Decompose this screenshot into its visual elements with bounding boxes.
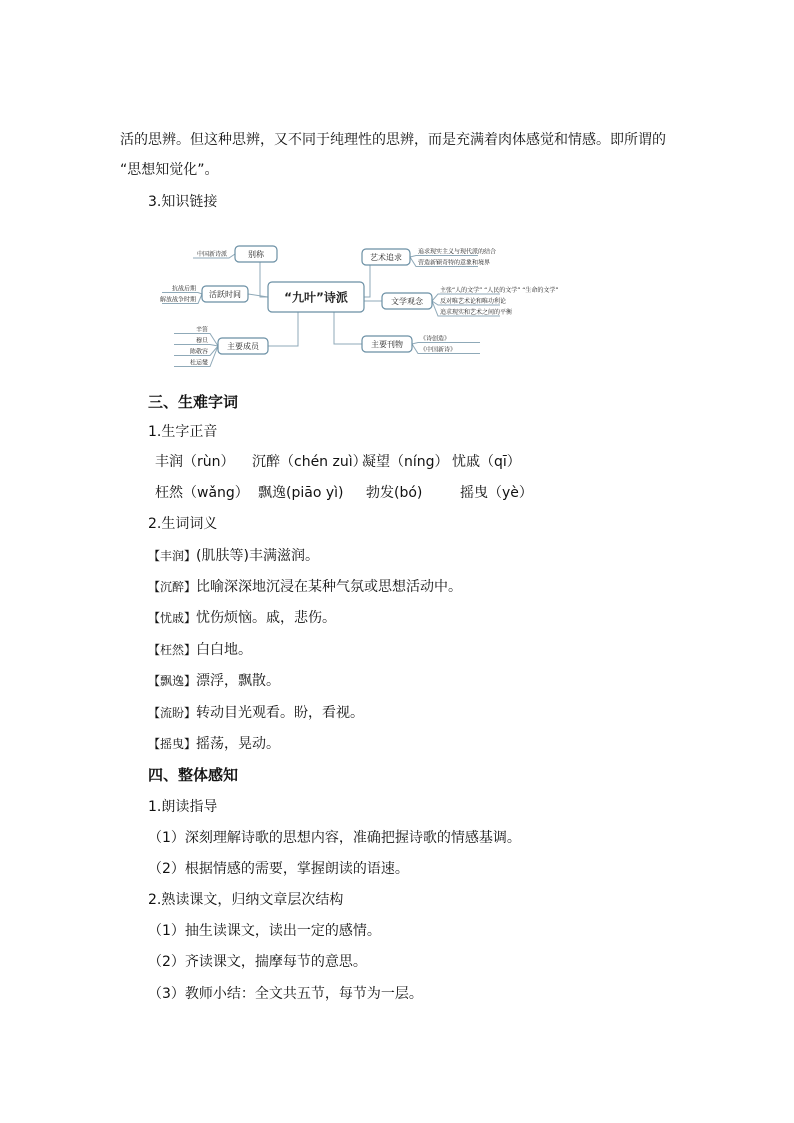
pinyin-item: 勃发(bó) bbox=[366, 485, 423, 501]
mindmap-connector bbox=[334, 312, 362, 344]
term-word: 【流盼】 bbox=[148, 706, 197, 720]
pinyin-item: 枉然（wǎng） bbox=[155, 485, 249, 501]
section3-heading: 三、生难字词 bbox=[148, 393, 239, 411]
mindmap-connector bbox=[268, 312, 298, 346]
mindmap-leaf-text: 抗战后期 bbox=[171, 285, 196, 293]
section3-sub2: 2.生词词义 bbox=[148, 516, 218, 532]
pinyin-item: 丰润（rùn） bbox=[155, 454, 235, 470]
term-row bbox=[148, 608, 336, 628]
pinyin-item: 摇曳（yè） bbox=[460, 485, 533, 501]
mindmap-leaf-text: 穆旦 bbox=[195, 337, 208, 345]
term-def: 摇荡，晃动。 bbox=[196, 736, 281, 752]
mindmap-leaf-text: 追求现实和艺术之间的平衡 bbox=[440, 309, 513, 316]
mindmap-leaf-text: 《诗创造》 bbox=[420, 335, 451, 343]
term-row bbox=[148, 703, 364, 723]
term-def: (肌肤等)丰满滋润。 bbox=[196, 548, 319, 564]
pinyin-item: 飘逸(piāo yì) bbox=[258, 485, 344, 501]
section4-sub2: 2.熟读课文，归纳文章层次结构 bbox=[148, 892, 344, 908]
term-def: 漂浮，飘散。 bbox=[196, 673, 281, 689]
pinyin-item: 凝望（níng） bbox=[362, 454, 449, 470]
section4-sub1: 1.朗读指导 bbox=[148, 799, 218, 815]
section4-paragraph: （2）根据情感的需要，掌握朗读的语速。 bbox=[148, 861, 409, 877]
term-word: 【飘逸】 bbox=[148, 674, 197, 688]
section4-heading: 四、整体感知 bbox=[148, 766, 239, 784]
mindmap-leaf-text: 营造新颖奇特的意象和境界 bbox=[418, 259, 491, 267]
mindmap-branch-label: 别称 bbox=[248, 249, 264, 259]
mindmap-branch-label: 艺术追求 bbox=[370, 252, 402, 262]
section4-paragraph: （1）抽生读课文，读出一定的感情。 bbox=[148, 923, 381, 939]
term-row bbox=[148, 671, 280, 691]
mindmap-leaf-text: 辛笛 bbox=[195, 326, 208, 334]
mindmap-branch-label: 活跃时间 bbox=[209, 289, 241, 299]
mindmap-connector bbox=[162, 293, 202, 295]
term-def: 转动目光观看。盼，看视。 bbox=[196, 705, 365, 721]
term-def: 比喻深深地沉浸在某种气氛或思想活动中。 bbox=[196, 579, 463, 595]
mindmap-leaf-text: 解放战争时期 bbox=[159, 296, 196, 304]
term-word: 【枉然】 bbox=[148, 643, 197, 657]
term-def: 白白地。 bbox=[196, 642, 253, 658]
mindmap-leaf-text: 陈敬容 bbox=[189, 348, 208, 356]
term-row bbox=[148, 577, 462, 597]
intro-line-2: “思想知觉化”。 bbox=[120, 162, 219, 178]
mindmap-branch-label: 文学观念 bbox=[391, 296, 423, 306]
section4-paragraph: （3）教师小结：全文共五节，每节为一层。 bbox=[148, 986, 423, 1002]
intro-line-1: 活的思辨。但这种思辨，又不同于纯理性的思辨，而是充满着肉体感觉和情感。即所谓的 bbox=[120, 132, 666, 148]
term-def: 忧伤烦恼。戚，悲伤。 bbox=[196, 610, 337, 626]
section3-sub1: 1.生字正音 bbox=[148, 424, 218, 440]
mindmap-leaf-text: 杜运燮 bbox=[189, 359, 208, 367]
term-word: 【沉醉】 bbox=[148, 580, 197, 594]
term-row bbox=[148, 734, 280, 754]
mindmap-connector bbox=[410, 256, 478, 258]
mindmap-leaf-text: 追求现实主义与现代派的结合 bbox=[418, 248, 497, 256]
mindmap-leaf-text: 反对唯艺术论和唯功利论 bbox=[440, 298, 507, 305]
mindmap-diagram bbox=[150, 232, 590, 368]
pinyin-item: 沉醉（chén zuì） bbox=[252, 454, 367, 470]
knowledge-link-heading: 3.知识链接 bbox=[148, 194, 218, 210]
mindmap-center-label: “九叶”诗派 bbox=[284, 290, 348, 305]
mindmap-connector bbox=[174, 345, 218, 347]
term-row bbox=[148, 640, 252, 660]
mindmap-leaf-text: 主张“人的文学” “人民的文学” “生命的文学” bbox=[440, 287, 559, 294]
section4-paragraph: （2）齐读课文，揣摩每节的意思。 bbox=[148, 954, 367, 970]
mindmap-connector bbox=[412, 343, 480, 345]
term-word: 【摇曳】 bbox=[148, 737, 197, 751]
term-word: 【忧戚】 bbox=[148, 611, 197, 625]
mindmap-branch-label: 主要成员 bbox=[227, 341, 259, 351]
mindmap-leaf-text: 中国新诗派 bbox=[196, 251, 227, 258]
term-row bbox=[148, 546, 319, 566]
pinyin-item: 忧戚（qī） bbox=[452, 454, 521, 470]
mindmap-branch-label: 主要刊物 bbox=[371, 339, 403, 349]
mindmap-leaf-text: 《中国新诗》 bbox=[420, 346, 457, 354]
mindmap-connector bbox=[248, 294, 268, 297]
section4-paragraph: （1）深刻理解诗歌的思想内容，准确把握诗歌的情感基调。 bbox=[148, 830, 521, 846]
term-word: 【丰润】 bbox=[148, 549, 197, 563]
